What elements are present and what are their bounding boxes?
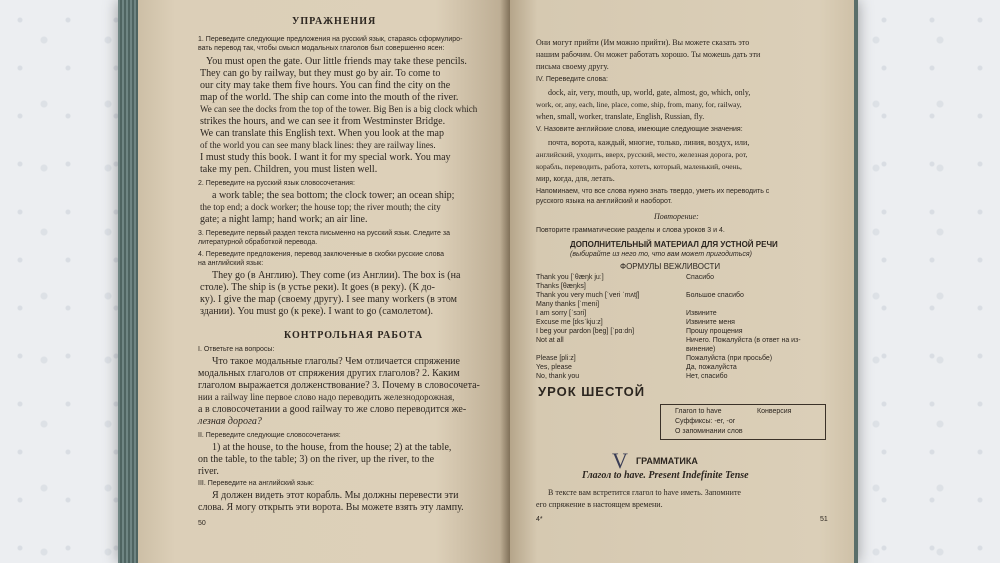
ex5-title: V. Назовите английские слова, имеющие следующие значения: bbox=[536, 126, 743, 133]
ex1-title: 1. Переведите следующие предложения на русский язык, стараясь сформулиро- bbox=[198, 36, 463, 43]
right-page-number: 51 bbox=[820, 516, 828, 523]
ex1-line: I must study this book. I want it for my special work. You may bbox=[200, 152, 451, 163]
phrase-ru: Извините bbox=[686, 310, 717, 317]
lesson-six-heading: УРОК ШЕСТОЙ bbox=[538, 384, 646, 399]
ex4-line: столе). The ship is (в устье реки). It goes (в реку). (К до- bbox=[200, 282, 435, 293]
phrase-en: Thank you [ˈθæŋk juː] bbox=[536, 274, 604, 281]
box-topic: Конверсия bbox=[757, 408, 792, 415]
ex1-title-2: вать перевод так, чтобы смысл модальных глаголов был совершенно ясен: bbox=[198, 45, 445, 52]
phrase-ru: Извините меня bbox=[686, 319, 735, 326]
ex4-line: They go (в Англию). They come (из Англии). The box is (на bbox=[212, 270, 461, 281]
reminder-line: русского языка на английский и наоборот. bbox=[536, 198, 673, 205]
phrase-en: Yes, please bbox=[536, 364, 572, 371]
box-topic: Глагол to have bbox=[675, 408, 722, 415]
handwritten-check-mark: V bbox=[612, 448, 628, 473]
ex2-line: a work table; the sea bottom; the clock tower; an ocean ship; bbox=[212, 190, 455, 201]
control-3-line: слова. Я могу открыть эти ворота. Вы можете взять эту лампу. bbox=[198, 502, 464, 513]
top-line: письма своему другу. bbox=[536, 62, 609, 71]
ex1-line: They can go by railway, but they must go by air. To come to bbox=[200, 68, 441, 79]
politeness-heading: ФОРМУЛЫ ВЕЖЛИВОСТИ bbox=[620, 262, 721, 271]
ex1-line: take my pen. Children, you must listen well. bbox=[200, 164, 378, 175]
top-line: нашим рабочим. Он может работать хорошо. Ты можешь дать эти bbox=[536, 50, 761, 59]
control-1-line: глаголом выражается долженствование? 3. Почему в словосочета- bbox=[198, 380, 480, 391]
control-1-line: лезная дорога? bbox=[198, 416, 262, 427]
ex2-line: gate; a night lamp; hand work; an air line. bbox=[200, 214, 368, 225]
ex2-line: the top end; a dock worker; the house top; the river mouth; the city bbox=[200, 202, 441, 212]
extra-material-sub: (выбирайте из него то, что вам может пригодиться) bbox=[570, 251, 752, 258]
control-2-title: II. Переведите следующие словосочетания: bbox=[198, 432, 341, 439]
reminder-line: Напоминаем, что все слова нужно знать твердо, уметь их переводить с bbox=[536, 188, 770, 195]
control-2-line: on the table, to the table; 3) on the river, up the river, to the bbox=[198, 454, 435, 465]
control-1-line: а в словосочетании a good railway то же слово переводится же- bbox=[198, 404, 467, 415]
ex4-title-2: на английский язык: bbox=[198, 260, 264, 267]
repeat-line: Повторите грамматические разделы и слова уроков 3 и 4. bbox=[536, 227, 725, 234]
words-line: when, small, worker, translate, English, Russian, fly. bbox=[536, 112, 705, 121]
ex4-title: 4. Переведите предложения, перевод заключенные в скобки русские слова bbox=[198, 251, 445, 258]
control-1-title: I. Ответьте на вопросы: bbox=[198, 346, 275, 353]
left-page-number: 50 bbox=[198, 520, 206, 527]
phrase-ru: Большое спасибо bbox=[686, 292, 744, 299]
phrase-en: Thank you very much [ˈveri ˈmʌtʃ] bbox=[536, 292, 640, 299]
grammar-heading: ГРАММАТИКА bbox=[636, 456, 698, 466]
control-work-heading: КОНТРОЛЬНАЯ РАБОТА bbox=[284, 330, 424, 341]
ex1-line: map of the world. The ship can come into the mouth of the river. bbox=[200, 92, 459, 103]
phrase-ru: Спасибо bbox=[686, 274, 715, 281]
ex4-words-title: IV. Переведите слова: bbox=[536, 76, 608, 83]
words-line: work, or, any, each, line, place, come, ship, from, many, for, railway, bbox=[536, 100, 742, 109]
box-topic: О запоминании слов bbox=[675, 428, 743, 435]
ex1-line: strikes the hours, and we can see it from Westminster Bridge. bbox=[200, 116, 446, 127]
extra-material-heading: ДОПОЛНИТЕЛЬНЫЙ МАТЕРИАЛ ДЛЯ УСТНОЙ РЕЧИ bbox=[570, 240, 778, 249]
phrase-ru: винение) bbox=[686, 346, 716, 353]
phrase-ru: Пожалуйста (при просьбе) bbox=[686, 355, 773, 362]
grammar-subheading: Глагол to have. Present Indefinite Tense bbox=[582, 470, 749, 481]
control-1-line: нии a railway line первое слово надо переводить железнодорожная, bbox=[198, 392, 455, 402]
ex2-title: 2. Переведите на русский язык словосочетания: bbox=[198, 180, 355, 187]
meanings-line: корабль, переводить, работа, хотеть, который, маленький, очень, bbox=[536, 162, 742, 171]
words-line: dock, air, very, mouth, up, world, gate, almost, go, which, only, bbox=[548, 88, 751, 97]
control-2-line: 1) at the house, to the house, from the house; 2) at the table, bbox=[212, 442, 452, 453]
ex1-line: You must open the gate. Our little friends may take these pencils. bbox=[206, 56, 467, 67]
phrase-en: I beg your pardon [beg] [ˈpɑːdn] bbox=[536, 328, 635, 335]
ex1-line: our city may take them five hours. You can find the city on the bbox=[200, 80, 451, 91]
phrase-en: No, thank you bbox=[536, 373, 580, 380]
control-1-line: Что такое модальные глаголы? Чем отличается спряжение bbox=[212, 356, 460, 367]
control-1-line: модальных глаголов от спряжения других глаголов? 2. Каким bbox=[198, 368, 460, 379]
ex1-line: We can see the docks from the top of the tower. Big Ben is a big clock which bbox=[200, 104, 478, 114]
meanings-line: почта, ворота, каждый, многие, только, линия, воздух, или, bbox=[548, 138, 750, 147]
phrase-en: Not at all bbox=[536, 337, 564, 344]
box-topic: Суффиксы: -er, -or bbox=[675, 418, 736, 425]
ex1-line: of the world you can see many black lines: they are railway lines. bbox=[200, 140, 436, 150]
phrase-ru: Да, пожалуйста bbox=[686, 364, 737, 371]
control-3-line: Я должен видеть этот корабль. Мы должны перевести эти bbox=[212, 490, 459, 501]
phrase-en: I am sorry [ˈsɔri] bbox=[536, 310, 587, 317]
lesson-topics-box bbox=[660, 404, 826, 440]
ex3-title-2: литературной обработкой перевода. bbox=[198, 239, 318, 246]
phrase-ru: Прошу прощения bbox=[686, 328, 743, 335]
ex3-title: 3. Переведите первый раздел текста письменно на русский язык. Следите за bbox=[198, 230, 450, 237]
control-3-title: III. Переведите на английский язык: bbox=[198, 480, 314, 487]
exercises-heading: УПРАЖНЕНИЯ bbox=[292, 16, 377, 27]
signature-mark: 4* bbox=[536, 516, 543, 523]
phrase-en: Excuse me [ɪksˈkjuːz] bbox=[536, 319, 603, 326]
grammar-line: В тексте вам встретится глагол to have иметь. Запомните bbox=[548, 488, 741, 497]
meanings-line: английский, уходить, вверх, русский, место, железная дорога, рот, bbox=[536, 150, 748, 159]
grammar-line: его спряжение в настоящем времени. bbox=[536, 500, 663, 509]
top-line: Они могут прийти (Им можно прийти). Вы можете сказать это bbox=[536, 38, 750, 47]
phrase-en: Many thanks [ˈmeni] bbox=[536, 301, 600, 308]
phrase-en: Please [pliːz] bbox=[536, 355, 576, 362]
ex1-line: We can translate this English text. When you look at the map bbox=[200, 128, 444, 139]
phrase-en: Thanks [θæŋks] bbox=[536, 283, 586, 290]
meanings-line: мир, когда, для, летать. bbox=[536, 174, 615, 183]
phrase-ru: Ничего. Пожалуйста (в ответ на из- bbox=[686, 337, 801, 344]
control-2-line: river. bbox=[198, 466, 219, 477]
phrase-ru: Нет, спасибо bbox=[686, 373, 728, 380]
ex4-line: здании). You must go (к реке). I want to go (самолетом). bbox=[200, 306, 434, 317]
repeat-heading: Повторение: bbox=[654, 212, 699, 221]
ex4-line: ку). I give the map (своему другу). I see many workers (в этом bbox=[200, 294, 457, 305]
